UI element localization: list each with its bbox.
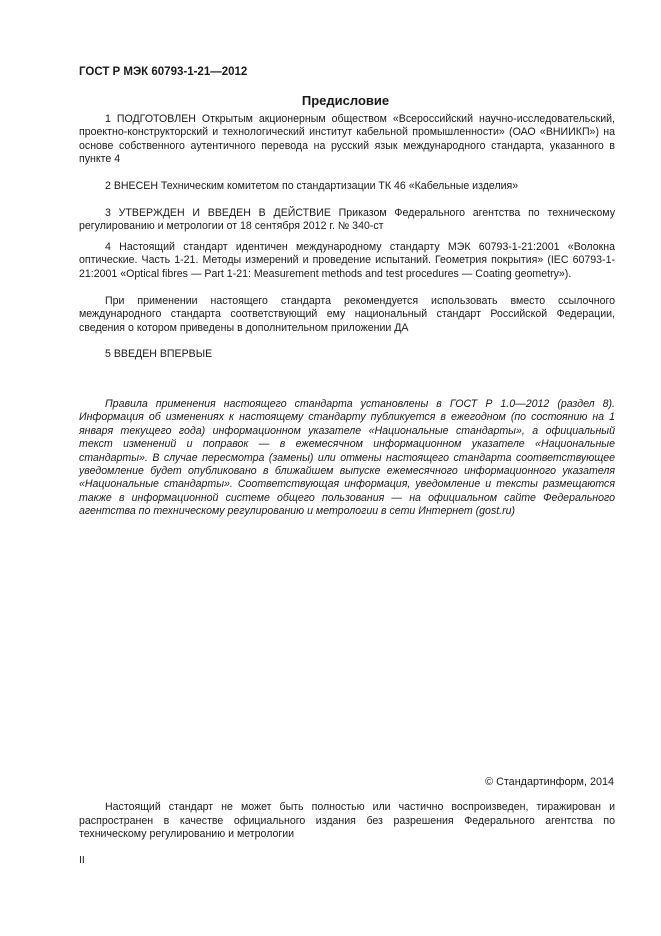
paragraph-4-identical: 4 Настоящий стандарт идентичен международному стандарту МЭК 60793-1-21:2001 «Волокна оптические. Часть 1-21. Методы измерений и проведение испытаний. Геометрия покрытия» (IEC 60793-1-21:2001 «Optical fibres — Part 1-21: Measurement methods and test procedures — Coating geometry»). [79,241,615,280]
paragraph-1-prepared: 1 ПОДГОТОВЛЕН Открытым акционерным обществом «Всероссийский научно-исследовательский, проектно-конструкторский и технологический институт кабельной промышленности» (ОАО «ВНИИКП») на основе собственного аутентичного перевода на русский язык международного стандарта, указанного в пункте 4 [79,113,615,166]
document-code-header: ГОСТ Р МЭК 60793-1-21—2012 [79,66,248,78]
copyright-line: © Стандартинформ, 2014 [485,776,614,788]
paragraph-5-first-introduced: 5 ВВЕДЕН ВПЕРВЫЕ [105,348,213,360]
rules-of-application-note: Правила применения настоящего стандарта установлены в ГОСТ Р 1.0—2012 (раздел 8). Информация об изменениях к настоящему стандарту публикуется в ежегодном (по состоянию на 1 января текущего года) информационном указателе «Национальные стандарты», а официальный текст изменений и поправок — в ежемесячном информационном указателе «Национальные стандарты». В случае пересмотра (замены) или отмены настоящего стандарта соответствующее уведомление будет опубликовано в ближайшем выпуске ежемесячного информационного указателя «Национальные стандарты». Соответствующая информация, уведомление и тексты размещаются также в информационной системе общего пользования — на официальном сайте Федерального агентства по техническому регулированию и метрологии в сети Интернет (gost.ru) [79,398,615,518]
paragraph-reference-note: При применении настоящего стандарта рекомендуется использовать вместо ссылочного международного стандарта соответствующий ему национальный стандарт Российской Федерации, сведения о котором приведены в дополнительном приложении ДА [79,295,615,334]
paragraph-2-introduced: 2 ВНЕСЕН Техническим комитетом по стандартизации ТК 46 «Кабельные изделия» [105,180,519,192]
page-title: Предисловие [301,93,390,108]
paragraph-3-approved: 3 УТВЕРЖДЕН И ВВЕДЕН В ДЕЙСТВИЕ Приказом Федерального агентства по техническому регулированию и метрологии от 18 сентября 2012 г. № 340-ст [79,207,615,233]
page-number: II [79,854,85,866]
reproduction-notice: Настоящий стандарт не может быть полностью или частично воспроизведен, тиражирован и распространен в качестве официального издания без разрешения Федерального агентства по техническому регулированию и метрологии [79,801,615,841]
